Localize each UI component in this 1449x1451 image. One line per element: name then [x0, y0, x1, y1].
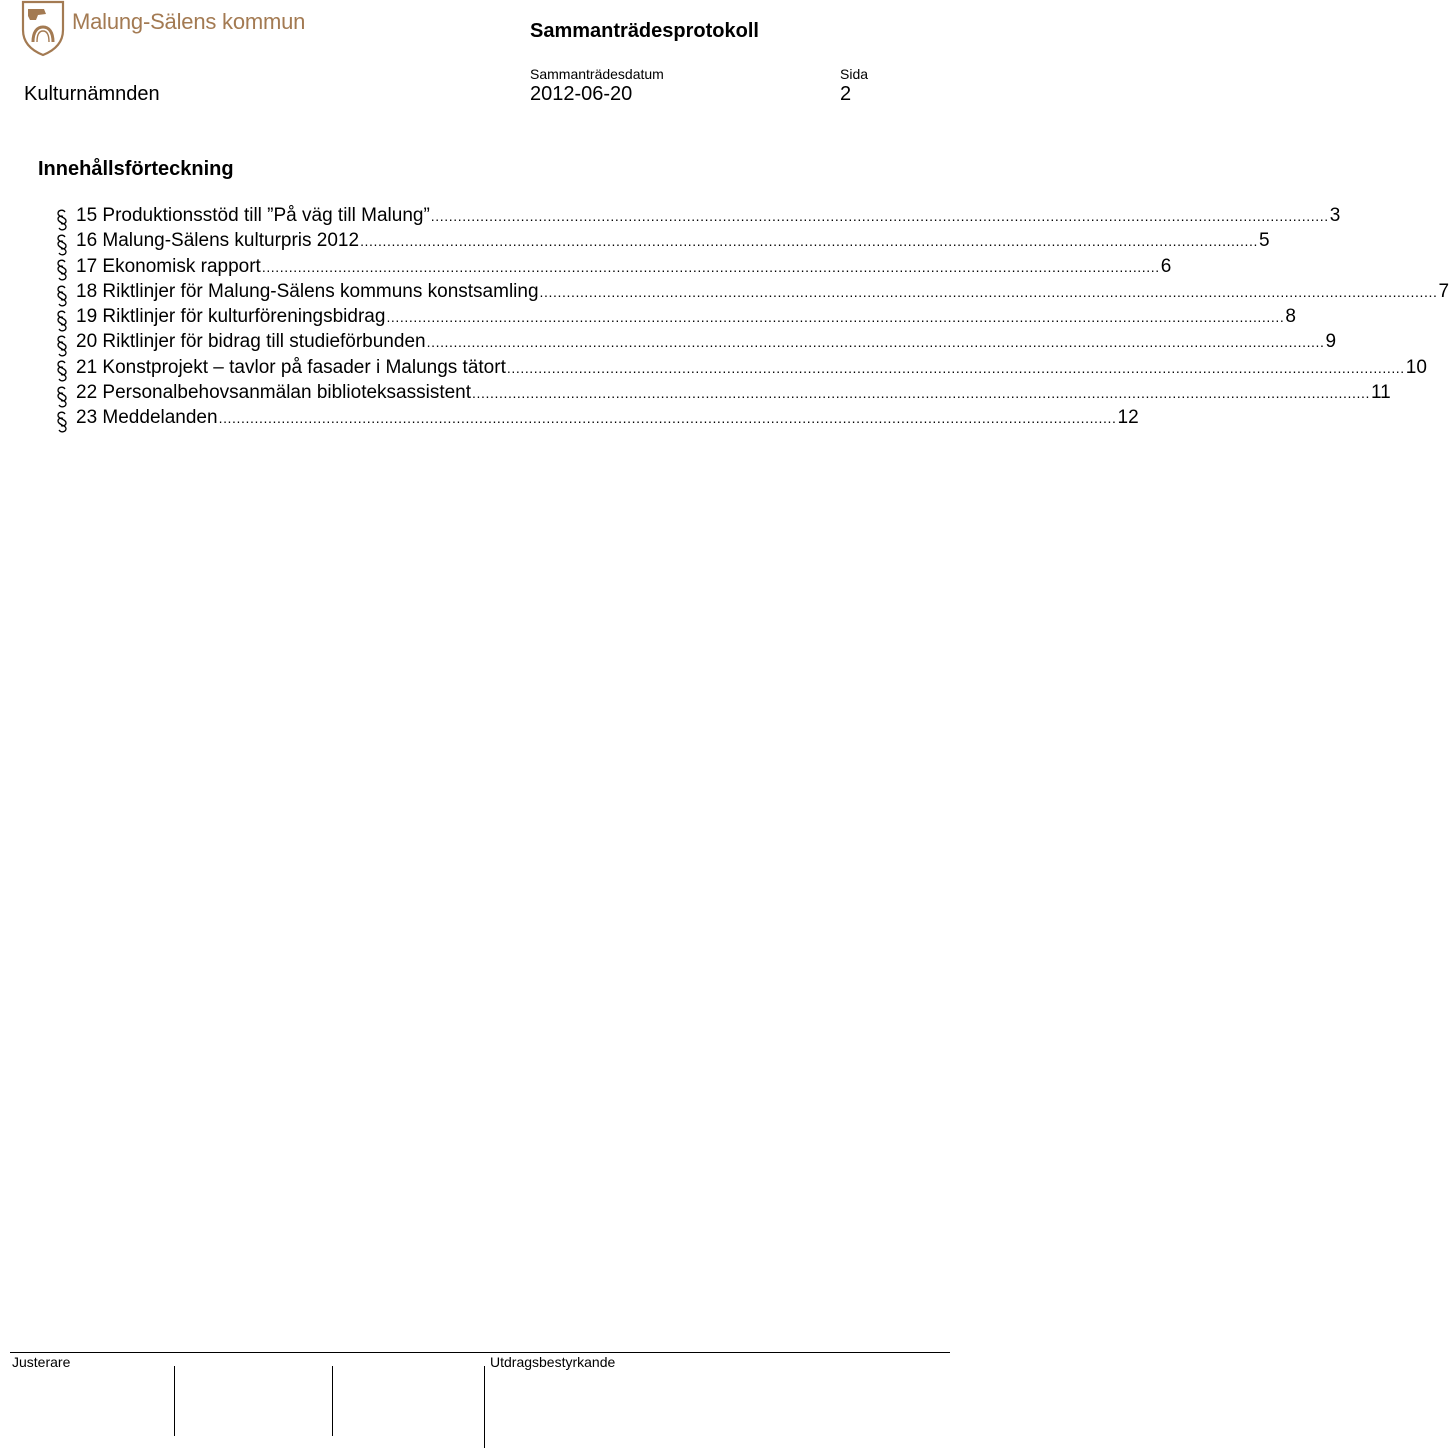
- toc-entry-page: 10: [1405, 356, 1427, 378]
- coat-of-arms-icon: [20, 0, 66, 56]
- page-label: Sida: [840, 66, 869, 82]
- section-sign-icon: [56, 232, 76, 254]
- toc-leader-dots: ........................................................................................................................................................................................................: [386, 309, 1285, 326]
- toc-entry-title: 21 Konstprojekt – tavlor på fasader i Malungs tätort: [76, 356, 506, 378]
- section-sign-icon: [56, 257, 76, 279]
- toc-entry-page: 12: [1117, 407, 1139, 429]
- toc-entry-page: 3: [1329, 205, 1341, 226]
- toc-entry-title: 23 Meddelanden: [76, 407, 218, 429]
- toc-entry[interactable]: [56, 255, 1172, 281]
- toc-entry-page: 11: [1370, 382, 1391, 404]
- toc-entry[interactable]: [56, 331, 1337, 356]
- toc-entry-title: 16 Malung-Sälens kulturpris 2012: [76, 230, 360, 252]
- section-sign-icon: [56, 358, 76, 380]
- toc-entry-title: 18 Riktlinjer för Malung-Sälens kommuns konstsamling: [76, 280, 539, 302]
- utdragsbestyrkande-label: Utdragsbestyrkande: [490, 1354, 616, 1370]
- page-number: 2: [840, 83, 852, 105]
- section-sign-icon: [56, 333, 76, 355]
- toc-entry[interactable]: [56, 205, 1341, 230]
- toc-entry-page: 8: [1285, 306, 1296, 328]
- toc-leader-dots: ........................................................................................................................................................................................................: [218, 410, 1117, 427]
- toc-leader-dots: ........................................................................................................................................................................................................: [261, 258, 1160, 275]
- toc-entry[interactable]: [56, 407, 1139, 432]
- meeting-date: 2012-06-20: [530, 83, 633, 105]
- section-sign-icon: [56, 409, 76, 431]
- toc-heading: Innehållsförteckning: [38, 158, 234, 180]
- section-sign-icon: [56, 207, 76, 229]
- section-sign-icon: [56, 308, 76, 330]
- toc-entry-page: 9: [1325, 331, 1337, 353]
- toc-leader-dots: ........................................................................................................................................................................................................: [430, 208, 1329, 224]
- toc-entry-title: 20 Riktlinjer för bidrag till studieförbunden: [76, 331, 426, 353]
- toc-entry[interactable]: [56, 356, 1427, 382]
- toc-entry-page: 7: [1438, 280, 1449, 302]
- toc-entry[interactable]: [56, 280, 1449, 306]
- toc-entry-title: 19 Riktlinjer för kulturföreningsbidrag: [76, 306, 386, 328]
- toc-leader-dots: ........................................................................................................................................................................................................: [506, 359, 1405, 376]
- toc-leader-dots: ........................................................................................................................................................................................................: [360, 233, 1258, 250]
- signature-divider: [174, 1366, 175, 1436]
- justerare-label: Justerare: [12, 1354, 71, 1370]
- footer-divider: [10, 1352, 950, 1353]
- signature-divider: [484, 1366, 485, 1448]
- section-sign-icon: [56, 384, 76, 406]
- toc-entry[interactable]: [56, 306, 1296, 331]
- municipality-logo: [20, 0, 305, 56]
- document-title: Sammanträdesprotokoll: [530, 20, 759, 42]
- table-of-contents: [56, 205, 1449, 433]
- municipality-name: Malung-Sälens kommun: [72, 9, 306, 34]
- toc-leader-dots: ........................................................................................................................................................................................................: [539, 283, 1438, 300]
- toc-entry-title: 22 Personalbehovsanmälan biblioteksassistent: [76, 382, 472, 404]
- toc-entry-page: 5: [1259, 230, 1270, 252]
- date-label: Sammanträdesdatum: [530, 66, 664, 82]
- toc-entry-title: 15 Produktionsstöd till ”På väg till Malung”: [76, 205, 430, 226]
- signature-divider: [332, 1366, 333, 1436]
- toc-leader-dots: ........................................................................................................................................................................................................: [426, 334, 1325, 351]
- committee-name: Kulturnämnden: [24, 83, 160, 105]
- toc-entry[interactable]: [56, 230, 1270, 255]
- section-sign-icon: [56, 283, 76, 305]
- toc-entry-title: 17 Ekonomisk rapport: [76, 255, 261, 277]
- toc-entry[interactable]: [56, 382, 1391, 407]
- toc-leader-dots: ........................................................................................................................................................................................................: [472, 385, 1370, 402]
- toc-entry-page: 6: [1160, 255, 1172, 277]
